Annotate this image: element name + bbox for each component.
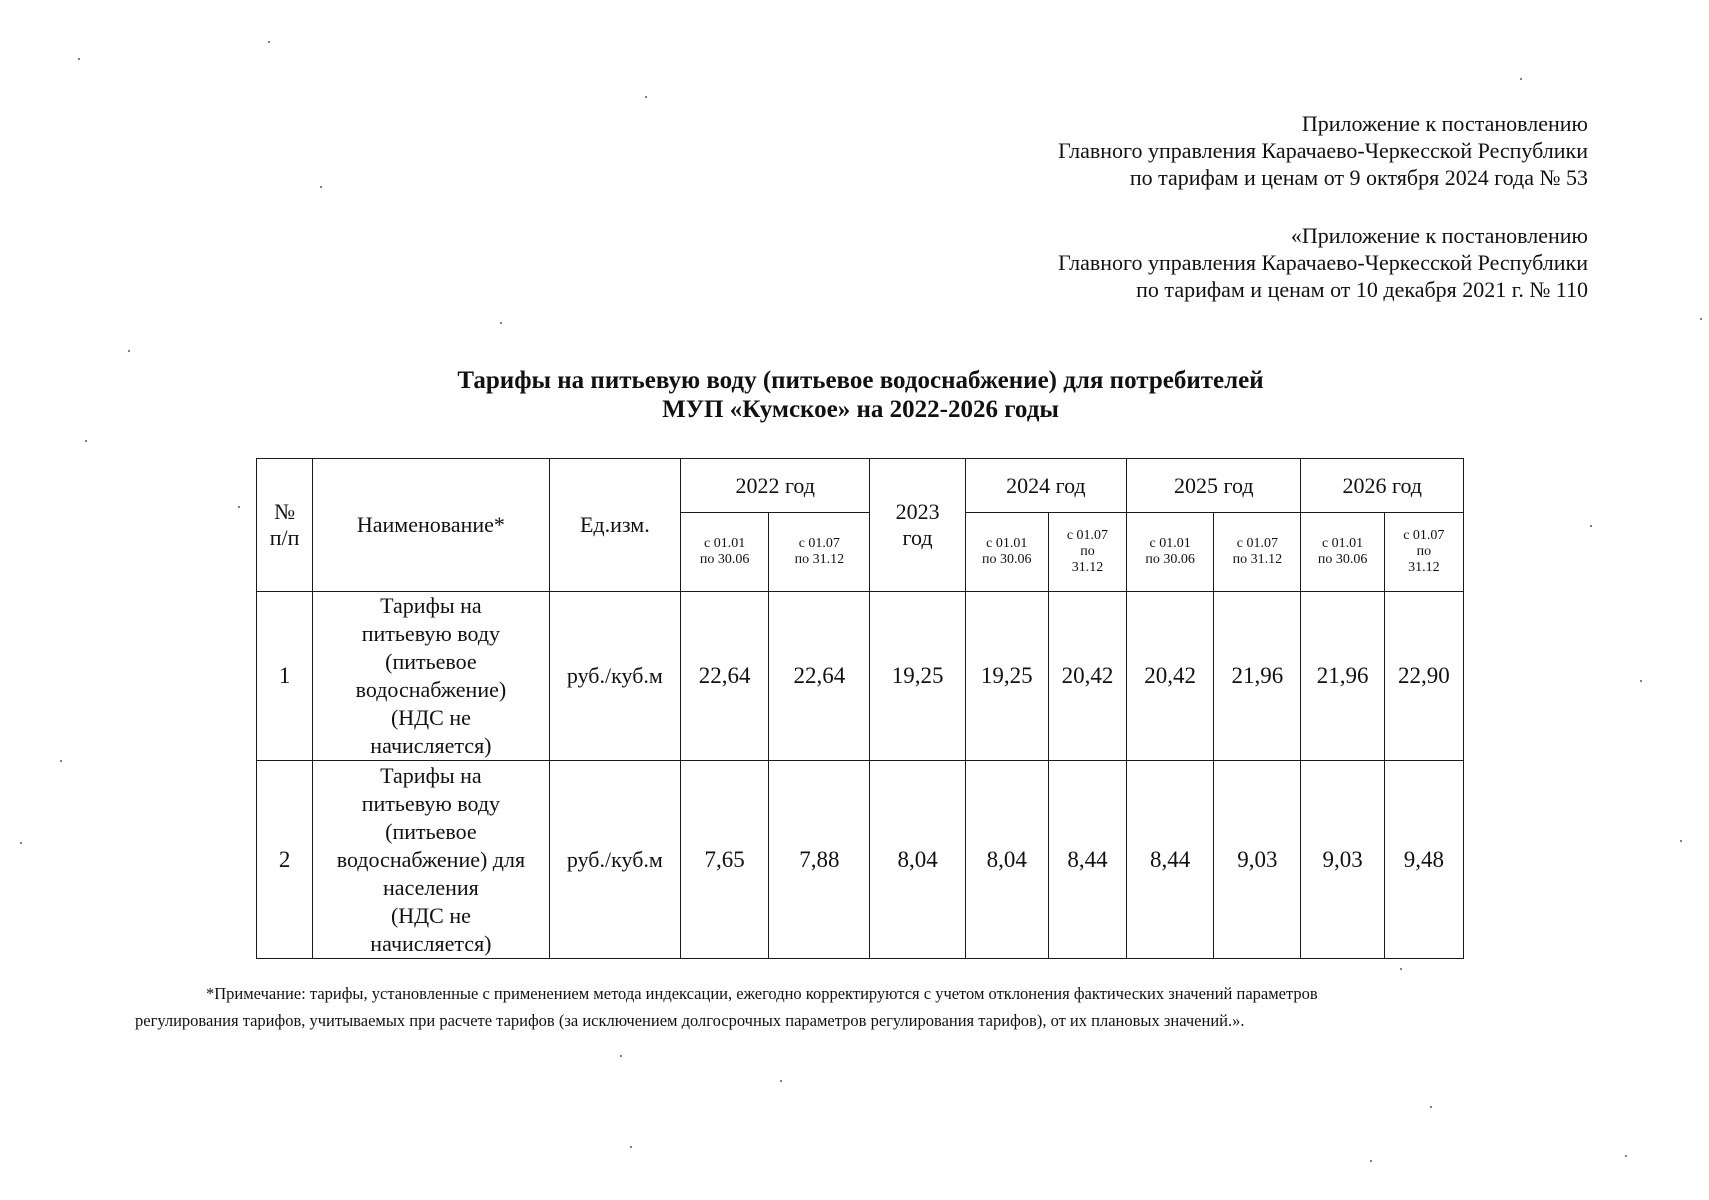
tariff-value: 8,04 xyxy=(870,761,965,959)
scan-speck xyxy=(238,506,240,508)
row-name-line: питьевую воду xyxy=(361,621,501,646)
row-name-line: водоснабжение) xyxy=(355,677,507,702)
row-unit: руб./куб.м xyxy=(549,592,680,761)
tariff-value: 22,64 xyxy=(769,592,870,761)
tariff-value: 20,42 xyxy=(1048,592,1126,761)
header-period xyxy=(1127,513,1214,592)
tariff-value: 22,64 xyxy=(681,592,769,761)
period-line: с 01.07 xyxy=(1236,536,1278,551)
tariff-value: 8,44 xyxy=(1127,761,1214,959)
header-period xyxy=(1301,513,1384,592)
header-year-2022: 2022 год xyxy=(681,459,870,513)
tariff-value: 19,25 xyxy=(965,592,1048,761)
tariff-value: 20,42 xyxy=(1127,592,1214,761)
title-line-1: Тарифы на питьевую воду (питьевое водоснабжение) для потребителей xyxy=(457,367,1264,394)
footnote-line-2: регулирования тарифов, учитываемых при расчете тарифов (за исключением долгосрочных параметров регулирования тарифов), от их плановых значений.». xyxy=(135,1011,1245,1030)
row-name-line: начисляется) xyxy=(370,930,492,956)
scan-speck xyxy=(320,186,322,188)
period-line: по 30.06 xyxy=(1317,552,1368,567)
scan-speck xyxy=(128,350,130,352)
footnote xyxy=(135,980,1475,1034)
approval-line: по тарифам и ценам от 9 октября 2024 года № 53 xyxy=(1129,165,1588,190)
header-period xyxy=(1214,513,1301,592)
header-year-2024: 2024 год xyxy=(965,459,1126,513)
title-line-2: МУП «Кумское» на 2022-2026 годы xyxy=(662,396,1059,423)
row-number: 1 xyxy=(257,592,313,761)
period-line: по 31.12 xyxy=(794,552,845,567)
header-number-line: № xyxy=(274,499,296,524)
scan-speck xyxy=(780,1080,782,1082)
scan-speck xyxy=(1370,1160,1372,1162)
header-period xyxy=(681,513,769,592)
period-line: 31.12 xyxy=(1071,560,1104,575)
row-name xyxy=(313,761,550,959)
row-name-line: водоснабжение) для xyxy=(336,846,526,872)
row-name-line: начисляется) xyxy=(370,733,492,758)
row-name-line: (НДС не xyxy=(390,705,471,730)
header-year-line: 2023 xyxy=(895,499,940,524)
approval-line: «Приложение к постановлению xyxy=(1290,223,1588,248)
footnote-line-1: *Примечание: тарифы, установленные с применением метода индексации, ежегодно корректируются с учетом отклонения фактических значений параметров xyxy=(206,984,1318,1003)
scan-speck xyxy=(1430,1106,1432,1108)
header-year-2025: 2025 год xyxy=(1127,459,1301,513)
approval-line: Приложение к постановлению xyxy=(1301,111,1588,136)
header-year-2023 xyxy=(870,459,965,592)
period-line: с 01.01 xyxy=(1321,536,1364,551)
approval-block-current xyxy=(1058,110,1588,191)
tariff-value: 21,96 xyxy=(1301,592,1384,761)
header-period xyxy=(769,513,870,592)
tariff-table xyxy=(256,458,1464,959)
scan-speck xyxy=(60,760,62,762)
period-line: с 01.07 xyxy=(1066,528,1109,543)
period-line: по 30.06 xyxy=(1145,552,1195,567)
scan-speck xyxy=(1680,840,1682,842)
scan-speck xyxy=(78,58,80,60)
scan-speck xyxy=(268,41,270,43)
header-period xyxy=(1048,513,1126,592)
table-row xyxy=(257,592,1464,761)
header-number xyxy=(257,459,313,592)
scan-speck xyxy=(645,96,647,98)
scan-speck xyxy=(1400,968,1402,970)
row-name xyxy=(313,592,550,761)
period-line: по xyxy=(1416,544,1432,559)
tariff-value: 7,65 xyxy=(681,761,769,959)
row-name-line: питьевую воду xyxy=(361,790,501,816)
scan-speck xyxy=(20,842,22,844)
scan-speck xyxy=(1640,680,1642,682)
approval-line: Главного управления Карачаево-Черкесской Республики xyxy=(1058,250,1588,275)
scan-speck xyxy=(500,322,502,324)
row-name-line: Тарифы на xyxy=(380,593,482,618)
period-line: по xyxy=(1080,544,1095,559)
tariff-value: 19,25 xyxy=(870,592,965,761)
row-name-line: населения xyxy=(383,874,479,900)
header-period xyxy=(965,513,1048,592)
row-name-line: (НДС не xyxy=(390,902,471,928)
row-number: 2 xyxy=(257,761,313,959)
period-line: по 30.06 xyxy=(699,552,750,567)
period-line: с 01.07 xyxy=(1403,528,1445,543)
tariff-value: 9,03 xyxy=(1214,761,1301,959)
period-line: с 01.01 xyxy=(986,536,1028,551)
tariff-value: 8,04 xyxy=(965,761,1048,959)
period-line: по 30.06 xyxy=(982,552,1032,567)
row-name-line: Тарифы на xyxy=(380,762,482,788)
scan-speck xyxy=(85,440,87,442)
document-title xyxy=(0,366,1709,424)
header-year-line: год xyxy=(902,525,933,550)
tariff-value: 9,48 xyxy=(1384,761,1463,959)
scan-speck xyxy=(1590,525,1592,527)
approval-line: Главного управления Карачаево-Черкесской Республики xyxy=(1058,138,1588,163)
period-line: с 01.01 xyxy=(1149,536,1191,551)
header-number-line: п/п xyxy=(269,525,300,550)
period-line: с 01.07 xyxy=(798,536,840,551)
scan-speck xyxy=(620,1055,622,1057)
table-row xyxy=(257,761,1464,959)
approval-block-original xyxy=(1058,222,1588,303)
approval-line: по тарифам и ценам от 10 декабря 2021 г. № 110 xyxy=(1136,277,1588,302)
row-name-line: (питьевое xyxy=(385,818,477,844)
scan-speck xyxy=(630,1146,632,1148)
header-period xyxy=(1384,513,1463,592)
row-name-line: (питьевое xyxy=(385,649,477,674)
header-name: Наименование* xyxy=(313,459,550,592)
period-line: 31.12 xyxy=(1408,560,1440,575)
header-unit: Ед.изм. xyxy=(549,459,680,592)
tariff-value: 22,90 xyxy=(1384,592,1463,761)
scan-speck xyxy=(1520,78,1522,80)
period-line: по 31.12 xyxy=(1232,552,1283,567)
tariff-value: 21,96 xyxy=(1214,592,1301,761)
tariff-value: 7,88 xyxy=(769,761,870,959)
tariff-value: 9,03 xyxy=(1301,761,1384,959)
tariff-value: 8,44 xyxy=(1048,761,1126,959)
scan-speck xyxy=(1700,318,1702,320)
period-line: с 01.01 xyxy=(703,536,746,551)
header-year-2026: 2026 год xyxy=(1301,459,1464,513)
scan-speck xyxy=(1625,1155,1627,1157)
row-unit: руб./куб.м xyxy=(549,761,680,959)
